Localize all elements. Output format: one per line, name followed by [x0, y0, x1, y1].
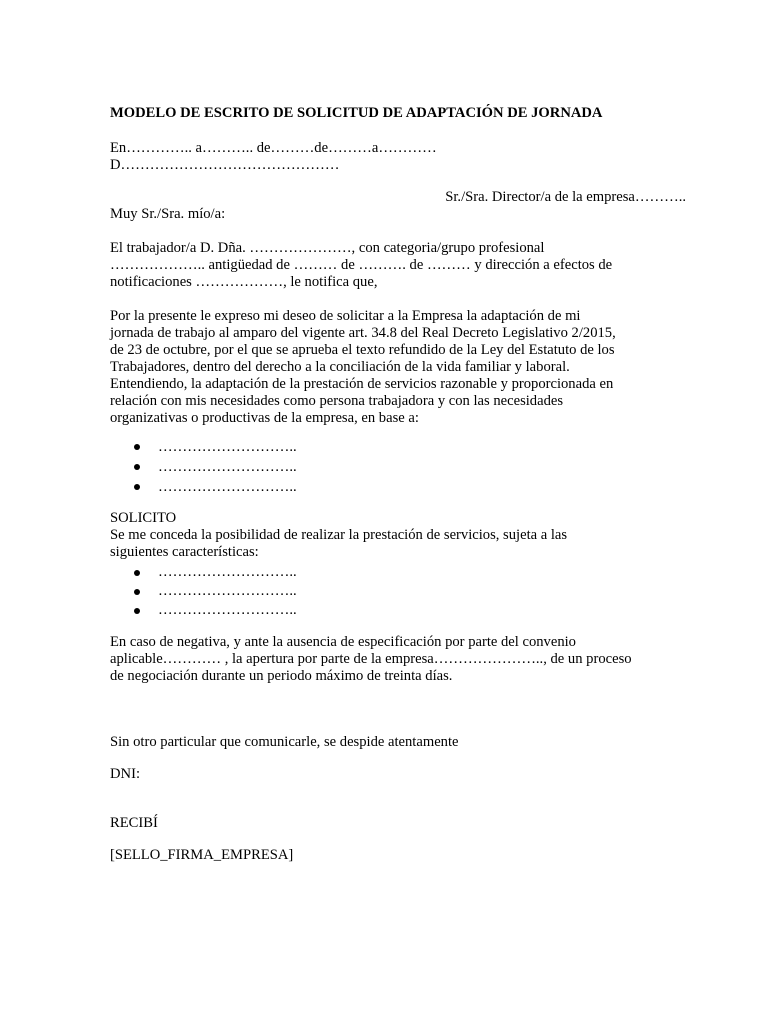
dni-label: DNI:	[110, 766, 140, 782]
negativa-line: aplicable………… , la apertura por parte de la empresa………………….., de un proceso	[110, 651, 632, 667]
list-item: ………………………..	[134, 457, 650, 477]
body-line: Por la presente le expreso mi deseo de solicitar a la Empresa la adaptación de mi	[110, 308, 581, 324]
negativa-line: de negociación durante un periodo máximo de treinta días.	[110, 668, 453, 684]
document-title: MODELO DE ESCRITO DE SOLICITUD DE ADAPTACIÓN DE JORNADA	[110, 105, 603, 121]
greeting: Muy Sr./Sra. mío/a:	[110, 206, 226, 222]
body-paragraph	[110, 308, 650, 427]
solicito-line: siguientes características:	[110, 544, 259, 560]
company-seal-signature: [SELLO_FIRMA_EMPRESA]	[110, 847, 294, 863]
body-line: relación con mis necesidades como persona trabajadora y con las necesidades	[110, 393, 564, 409]
list-item: ………………………..	[134, 437, 650, 457]
solicito-line: Se me conceda la posibilidad de realizar la prestación de servicios, sujeta a las	[110, 527, 568, 543]
negativa-line: En caso de negativa, y ante la ausencia de especificación por parte del convenio	[110, 634, 576, 650]
bullet-list-basis	[110, 437, 650, 497]
list-item: ………………………..	[134, 477, 650, 497]
closing-line: Sin otro particular que comunicarle, se despide atentamente	[110, 734, 459, 750]
body-line: Entendiendo, la adaptación de la prestación de servicios razonable y proporcionada en	[110, 376, 614, 392]
bullet-icon	[134, 570, 140, 576]
bullet-list-characteristics	[110, 563, 650, 620]
list-item: ………………………..	[134, 563, 650, 582]
intro-line: El trabajador/a D. Dña. …………………, con categoria/grupo profesional	[110, 240, 545, 256]
bullet-icon	[134, 444, 140, 450]
intro-line: ……………….. antigüedad de ……… de ………. de ……… y dirección a efectos de	[110, 257, 613, 273]
recibi-label: RECIBÍ	[110, 815, 158, 831]
document-page	[110, 105, 686, 864]
bullet-icon	[134, 484, 140, 490]
bullet-icon	[134, 464, 140, 470]
addressee-line: Sr./Sra. Director/a de la empresa………..	[445, 189, 686, 205]
negativa-paragraph	[110, 634, 650, 685]
intro-line: notificaciones ………………, le notifica que,	[110, 274, 378, 290]
bullet-icon	[134, 608, 140, 614]
body-line: organizativas o productivas de la empresa, en base a:	[110, 410, 419, 426]
place-date-line: En………….. a……….. de………de………a…………	[110, 140, 437, 156]
solicito-heading: SOLICITO	[110, 510, 177, 526]
intro-paragraph	[110, 240, 650, 291]
body-line: jornada de trabajo al amparo del vigente art. 34.8 del Real Decreto Legislativo 2/2015,	[110, 325, 616, 341]
body-line: de 23 de octubre, por el que se aprueba el texto refundido de la Ley del Estatuto de los	[110, 342, 615, 358]
list-item: ………………………..	[134, 582, 650, 601]
body-line: Trabajadores, dentro del derecho a la conciliación de la vida familiar y laboral.	[110, 359, 570, 375]
list-item: ………………………..	[134, 601, 650, 620]
bullet-icon	[134, 589, 140, 595]
name-line: D………………………………………	[110, 157, 340, 173]
